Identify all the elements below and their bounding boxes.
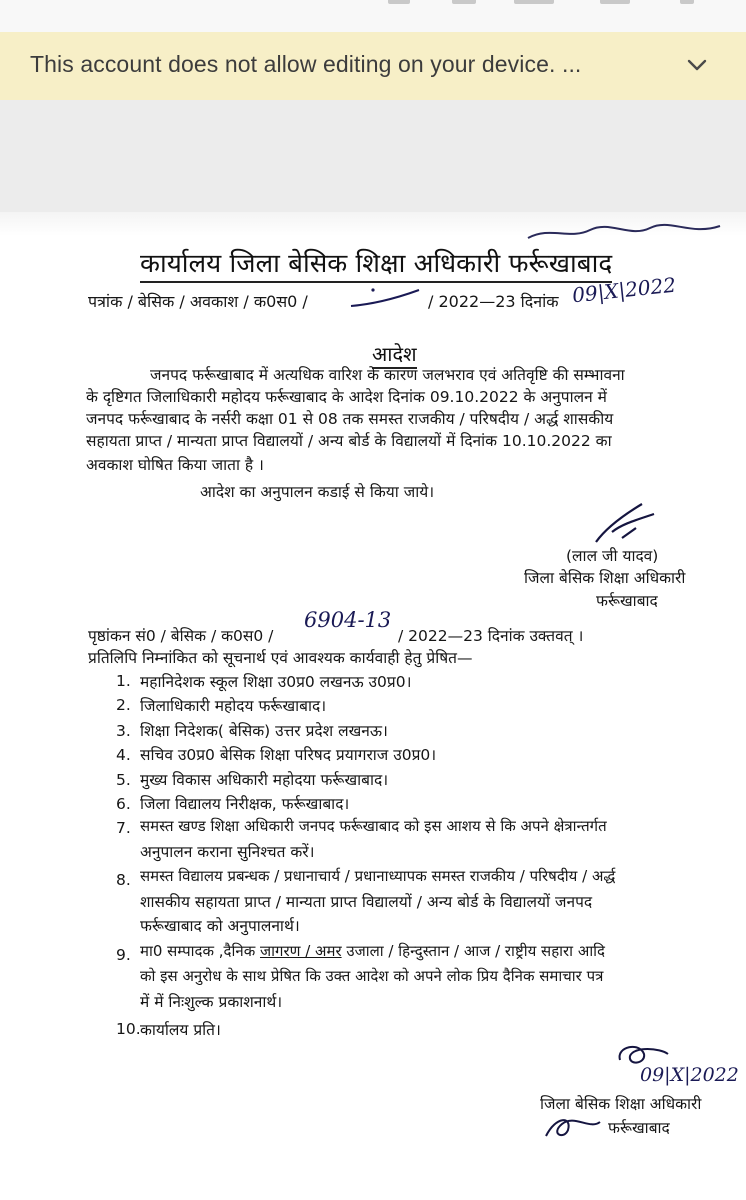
signatory-place: फर्रूखाबाद [596, 592, 658, 610]
copy-item-9: मा0 सम्पादक ,दैनिक जागरण / अमर उजाला / हिन्दुस्तान / आज / राष्ट्रीय सहारा आदि [140, 942, 606, 960]
top-toolbar [0, 0, 746, 32]
copy-number: 5. [116, 771, 131, 789]
footer-place: फर्रूखाबाद [608, 1119, 670, 1137]
copy-item-6: जिला विद्यालय निरीक्षक, फर्रूखाबाद। [140, 795, 350, 813]
copy-item-5: मुख्य विकास अधिकारी महोदया फर्रूखाबाद। [140, 771, 389, 789]
compliance-line: आदेश का अनुपालन कडाई से किया जाये। [200, 483, 435, 501]
toolbar-icon[interactable] [514, 0, 554, 4]
copy-number: 8. [116, 871, 131, 889]
body-line-5: अवकाश घोषित किया जाता है । [86, 456, 264, 474]
signatory-name: (लाल जी यादव) [566, 547, 659, 565]
copy-item-2: जिलाधिकारी महोदय फर्रूखाबाद। [140, 697, 327, 715]
toolbar-icon[interactable] [600, 0, 630, 4]
handwritten-date: 09|X|2022 [571, 272, 678, 308]
footer-title: जिला बेसिक शिक्षा अधिकारी [540, 1095, 702, 1113]
copy-number: 1. [116, 672, 131, 690]
ref-line-prefix: पत्रांक / बेसिक / अवकाश / क0स0 / [88, 292, 308, 311]
ref-line-suffix: / 2022—23 दिनांक [428, 292, 559, 311]
read-only-banner[interactable] [0, 32, 746, 100]
copy-item-7: समस्त खण्ड शिक्षा अधिकारी जनपद फर्रूखाबाद को इस आशय से कि अपने क्षेत्रान्तर्गत [140, 817, 607, 835]
copy-item-3: शिक्षा निदेशक( बेसिक) उत्तर प्रदेश लखनऊ। [140, 722, 388, 740]
body-line-3: जनपद फर्रूखाबाद के नर्सरी कक्षा 01 से 08 तक समस्त राजकीय / परिषदीय / अर्द्ध शासकीय [86, 410, 614, 428]
chevron-down-icon[interactable] [684, 52, 710, 78]
copy-number: 9. [116, 946, 131, 964]
office-title: कार्यालय जिला बेसिक शिक्षा अधिकारी फर्रूखाबाद [140, 244, 612, 283]
copy-item-1: महानिदेशक स्कूल शिक्षा उ0प्र0 लखनऊ उ0प्र0। [140, 673, 412, 691]
copy-item-4: सचिव उ0प्र0 बेसिक शिक्षा परिषद प्रयागराज उ0प्र0। [140, 746, 437, 764]
body-line-4: सहायता प्राप्त / मान्यता प्राप्त विद्यालयों / अन्य बोर्ड के विद्यालयों में दिनांक 10.10.2022 का [86, 432, 612, 450]
toolbar-icon[interactable] [452, 0, 476, 4]
copy-number: 10. [116, 1020, 141, 1038]
body-line-1: जनपद फर्रूखाबाद में अत्यधिक वारिश के कारण जलभराव एवं अतिवृष्टि की सम्भावना [150, 366, 625, 384]
copy-number: 7. [116, 819, 131, 837]
copy-item-10: कार्यालय प्रति। [140, 1021, 221, 1039]
endorsement-prefix: पृष्ठांकन सं0 / बेसिक / क0स0 / [88, 627, 274, 645]
copy-number: 2. [116, 696, 131, 714]
endorsement-suffix: / 2022—23 दिनांक उक्तवत् । [398, 627, 584, 645]
signatory-title: जिला बेसिक शिक्षा अधिकारी [524, 569, 686, 587]
copy-item-9-cont: में में निःशुल्क प्रकाशनार्थ। [140, 993, 283, 1011]
copy-intro: प्रतिलिपि निम्नांकित को सूचनार्थ एवं आवश्यक कार्यवाही हेतु प्रेषित— [88, 649, 473, 667]
copy-item-9-cont: को इस अनुरोध के साथ प्रेषित कि उक्त आदेश को अपने लोक प्रिय दैनिक समाचार पत्र [140, 967, 604, 985]
body-line-2: के दृष्टिगत जिलाधिकारी महोदय फर्रूखाबाद के आदेश दिनांक 09.10.2022 के अनुपालन में [86, 388, 607, 406]
handwritten-footer-date: 09|X|2022 [640, 1064, 739, 1086]
toolbar-icon[interactable] [388, 0, 410, 4]
copy-item-8-cont: फर्रूखाबाद को अनुपालनार्थ। [140, 917, 300, 935]
copy-number: 4. [116, 746, 131, 764]
handwritten-endorsement-no: 6904-13 [304, 608, 392, 632]
copy-item-8-cont: शासकीय सहायता प्राप्त / मान्यता प्राप्त विद्यालयों / अन्य बोर्ड के विद्यालयों जनपद [140, 893, 593, 911]
copy-item-8: समस्त विद्यालय प्रबन्धक / प्रधानाचार्य / प्रधानाध्यापक समस्त राजकीय / परिषदीय / अर्द्ध [140, 867, 616, 885]
viewer-background [0, 100, 746, 212]
order-title: आदेश [372, 340, 417, 369]
banner-message: This account does not allow editing on your device. ... [30, 51, 582, 77]
copy-item-7-cont: अनुपालन कराना सुनिश्चत करें। [140, 843, 315, 861]
copy-number: 6. [116, 795, 131, 813]
toolbar-icon[interactable] [680, 0, 694, 4]
copy-number: 3. [116, 722, 131, 740]
